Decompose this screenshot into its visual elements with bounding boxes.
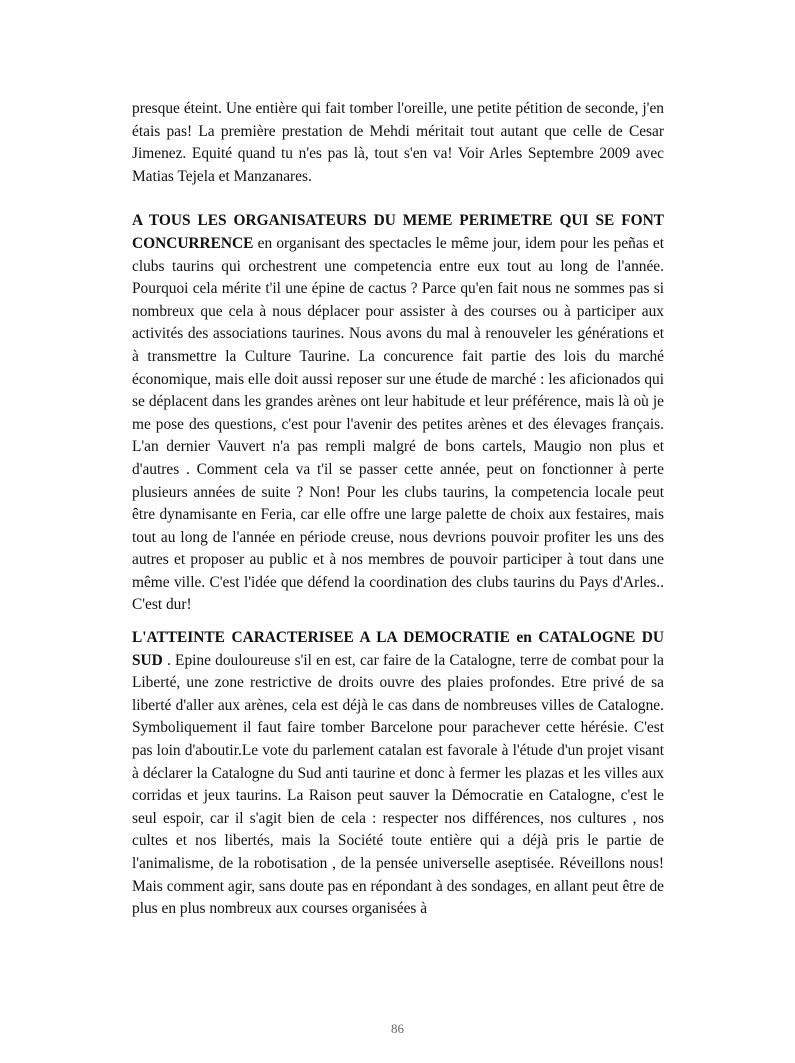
paragraph-catalogne-text: . Epine douloureuse s'il en est, car faire de la Catalogne, terre de combat pour la Liberté, une zone restrictive de droits ouvre des plaies profondes. Etre privé de sa liberté d'aller aux arènes, cela est déjà le cas dans de nombreuses villes de Catalogne. Symboliquement il faut faire tomber Barcelone pour parachever cette hérésie. C'est pas loin d'aboutir.Le vote du parlement catalan est favorale à l'étude d'un projet visant à déclarer la Catalogne du Sud anti taurine et donc à fermer les plazas et les villes aux corridas et jeux taurins. La Raison peut sauver la Démocratie en Catalogne, c'est le seul espoir, car il s'agit bien de cela : respecter nos différences, nos cultures , nos cultes et nos libertés, mais la Société toute entière qui a déjà pris le partie de l'animalisme, de la robotisation , de la pensée universelle aseptisée. Réveillons nous! Mais comment agir, sans doute pas en répondant à des sondages, en allant peut être de plus en plus nombreux aux courses organisées à: [132, 651, 664, 918]
paragraph-organisateurs-text: en organisant des spectacles le même jour, idem pour les peñas et clubs taurins qui orchestrent une competencia entre eux tout au long de l'année. Pourquoi cela mérite t'il une épine de cactus ? Parce qu'en fait nous ne sommes pas si nombreux que cela à nous déplacer pour assister à des courses ou à participer aux activités des associations taurines. Nous avons du mal à renouveler les générations et à transmettre la Culture Taurine. La concurence fait partie des lois du marché économique, mais elle doit aussi reposer sur une étude de marché : les aficionados qui se déplacent dans les grandes arènes ont leur habitude et leur préférence, mais là où je me pose des questions, c'est pour l'avenir des petites arènes et des élevages français. L'an dernier Vauvert n'a pas rempli malgré de bons cartels, Maugio non plus et d'autres . Comment cela va t'il se passer cette année, peut on fonctionner à perte plusieurs années de suite ? Non! Pour les clubs taurins, la competencia locale peut être dynamisante en Feria, car elle offre une large palette de choix aux festaires, mais tout au long de l'année en période creuse, nous devrions pouvoir profiter les uns des autres et proposer au public et à nos membres de pouvoir participer à tout dans une même ville. C'est l'idée que défend la coordination des clubs taurins du Pays d'Arles.. C'est dur!: [132, 234, 664, 614]
page-number: 86: [391, 1021, 404, 1036]
paragraph-organisateurs-heading: A TOUS LES ORGANISATEURS DU MEME PERIMETRE QUI SE FONT CONCURRENCE: [132, 212, 664, 252]
paragraph-catalogne-heading: L'ATTEINTE CARACTERISEE A LA DEMOCRATIE en CATALOGNE DU SUD: [132, 629, 664, 669]
paragraph-intro: [132, 98, 664, 188]
paragraph-intro-text: presque éteint. Une entière qui fait tomber l'oreille, une petite pétition de seconde, j'en étais pas! La première prestation de Mehdi méritait tout autant que celle de Cesar Jimenez. Equité quand tu n'es pas là, tout s'en va! Voir Arles Septembre 2009 avec Matias Tejela et Manzanares.: [132, 100, 664, 185]
paragraph-organisateurs: [132, 210, 664, 617]
document-page: [132, 98, 664, 921]
paragraph-catalogne: [132, 627, 664, 921]
